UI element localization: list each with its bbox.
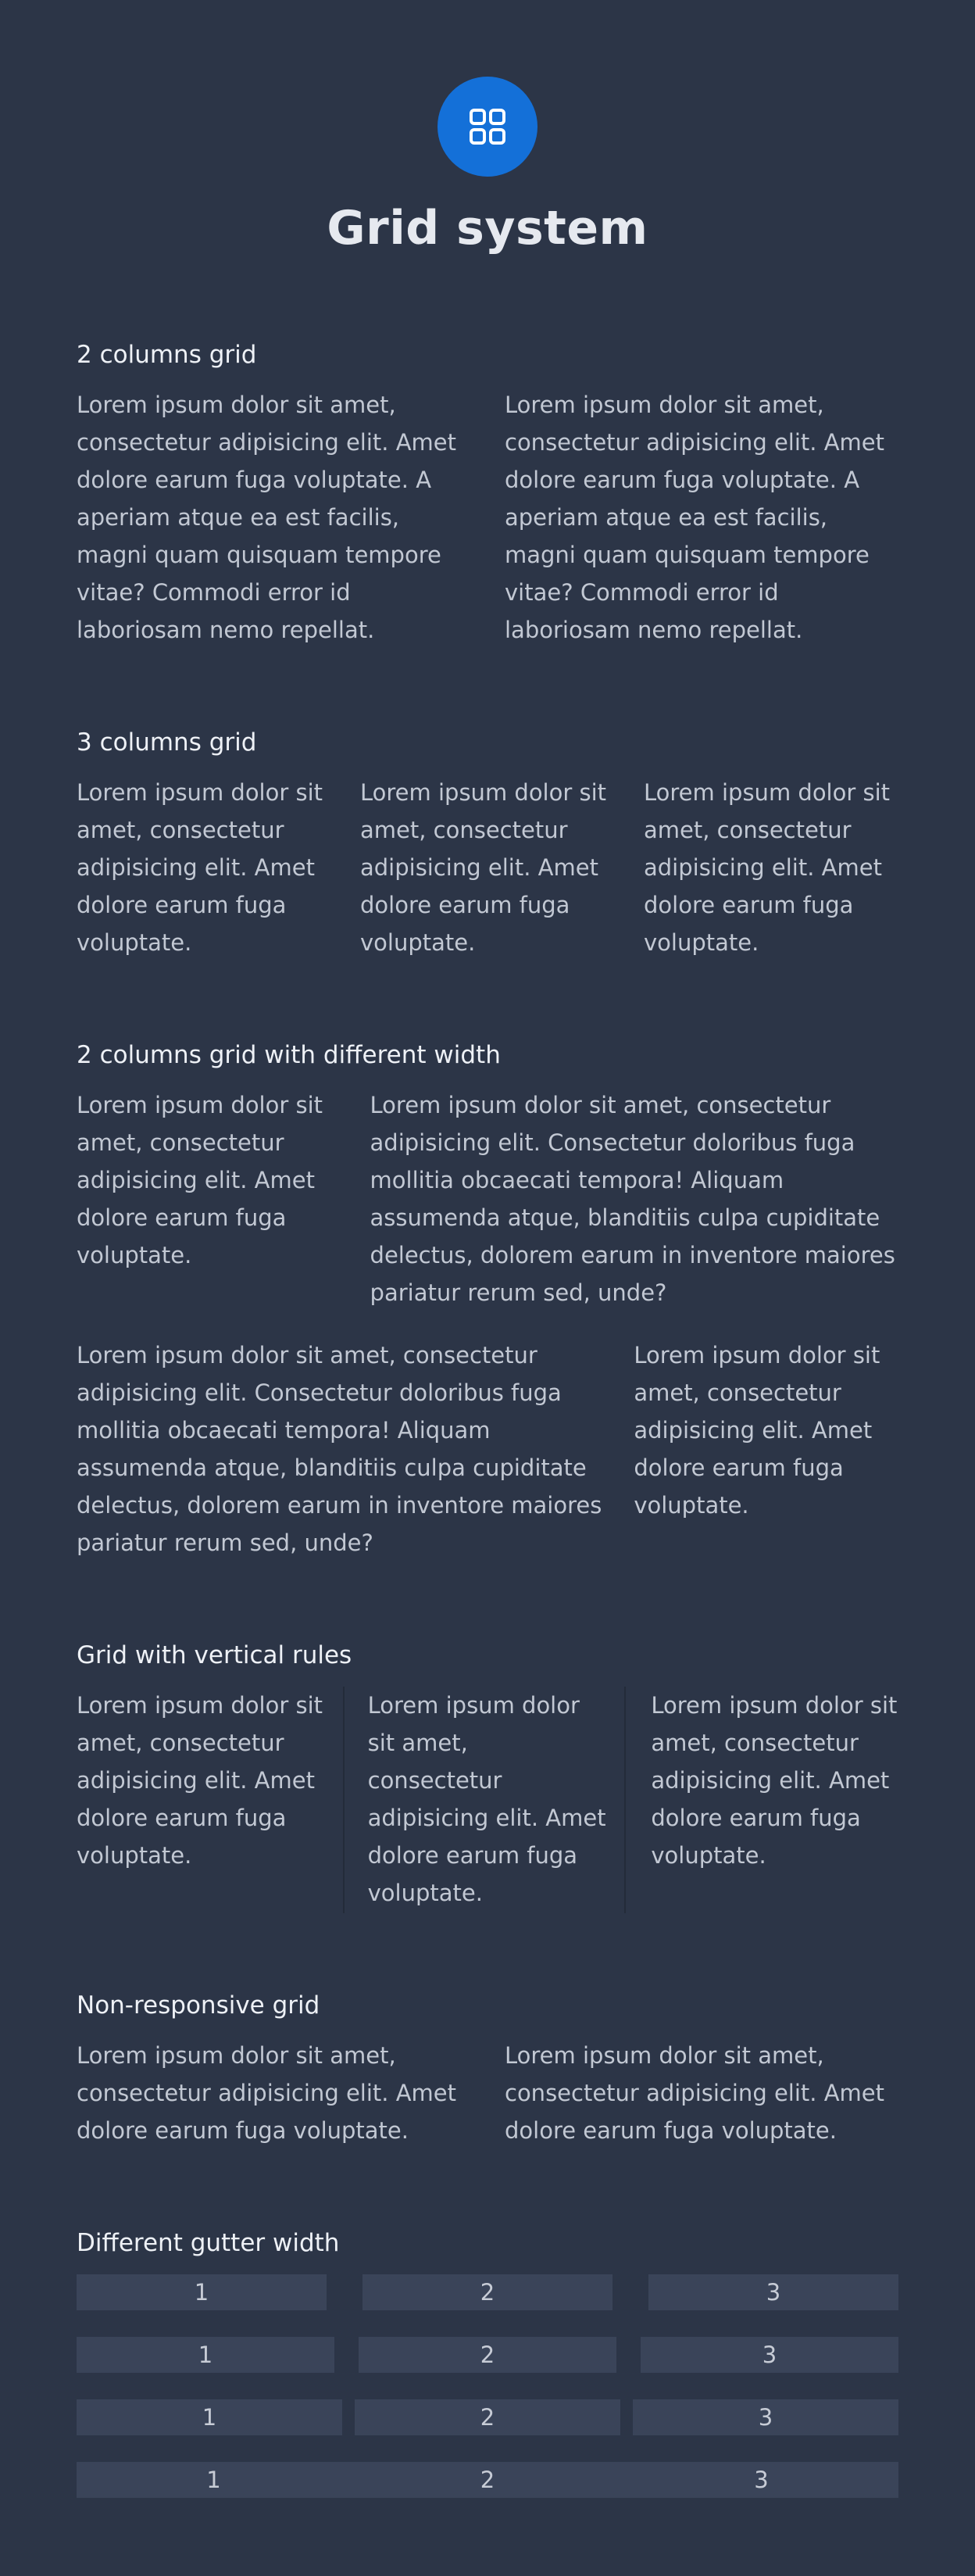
gutter-row	[77, 2399, 898, 2435]
logo	[438, 77, 538, 177]
section-gutter-width	[77, 2227, 898, 2259]
grid-cell: 3	[633, 2399, 898, 2435]
grid-row	[77, 1336, 898, 1562]
section-title: 2 columns grid	[77, 341, 257, 369]
grid-column: Lorem ipsum dolor sit amet, consectetur adipisicing elit. Amet dolore earum fuga voluptate.	[634, 1342, 880, 1519]
grid-cell: 2	[359, 2337, 616, 2373]
grid-column: Lorem ipsum dolor sit amet, consectetur adipisicing elit. Amet dolore earum fuga voluptate.	[77, 1092, 323, 1268]
grid-column: Lorem ipsum dolor sit amet, consectetur adipisicing elit. Amet dolore earum fuga voluptate. A aperiam atque ea est facilis, magni quam quisquam tempore vitae? Commodi error id laboriosam nemo repellat.	[77, 392, 457, 643]
grid-row	[77, 386, 898, 649]
grid-cell: 3	[624, 2462, 898, 2498]
grid-cell: 1	[77, 2462, 351, 2498]
grid-cell: 2	[355, 2399, 620, 2435]
vertical-rule	[343, 1687, 345, 1913]
grid-column: Lorem ipsum dolor sit amet, consectetur adipisicing elit. Amet dolore earum fuga voluptate.	[77, 779, 323, 956]
grid-cell: 1	[77, 2399, 342, 2435]
section-different-width	[77, 1039, 898, 1071]
section-two-columns	[77, 339, 898, 370]
grid-column: Lorem ipsum dolor sit amet, consectetur adipisicing elit. Amet dolore earum fuga voluptate.	[505, 2042, 885, 2144]
grid-row	[77, 1687, 898, 1913]
grid-row	[77, 774, 898, 961]
grid-cell: 3	[648, 2274, 898, 2310]
section-title: Grid with vertical rules	[77, 1641, 352, 1669]
section-three-columns	[77, 727, 898, 758]
grid-icon	[468, 107, 507, 146]
grid-column: Lorem ipsum dolor sit amet, consectetur adipisicing elit. Amet dolore earum fuga voluptate.	[651, 1692, 898, 1869]
page-title: Grid system	[327, 201, 648, 256]
section-non-responsive	[77, 1990, 898, 2021]
grid-row	[77, 2037, 898, 2149]
section-title: 3 columns grid	[77, 728, 257, 757]
grid-cell: 1	[77, 2337, 334, 2373]
section-title: Different gutter width	[77, 2229, 340, 2257]
grid-column: Lorem ipsum dolor sit amet, consectetur adipisicing elit. Amet dolore earum fuga voluptate. A aperiam atque ea est facilis, magni quam quisquam tempore vitae? Commodi error id laboriosam nemo repellat.	[505, 392, 885, 643]
grid-cell: 2	[351, 2462, 624, 2498]
vertical-rule	[624, 1687, 626, 1913]
grid-column: Lorem ipsum dolor sit amet, consectetur adipisicing elit. Consectetur doloribus fuga mollitia obcaecati tempora! Aliquam assumenda atque, blanditiis culpa cupiditate delectus, dolorem earum in inventore maiores pariatur rerum sed, unde?	[77, 1342, 602, 1556]
gutter-row	[77, 2337, 898, 2373]
grid-cell: 3	[641, 2337, 898, 2373]
grid-column: Lorem ipsum dolor sit amet, consectetur adipisicing elit. Amet dolore earum fuga voluptate.	[367, 1692, 606, 1906]
grid-cell: 2	[362, 2274, 612, 2310]
grid-column: Lorem ipsum dolor sit amet, consectetur adipisicing elit. Amet dolore earum fuga voluptate.	[77, 1692, 323, 1869]
page-header	[77, 77, 898, 256]
grid-column: Lorem ipsum dolor sit amet, consectetur adipisicing elit. Amet dolore earum fuga voluptate.	[360, 779, 607, 956]
grid-column: Lorem ipsum dolor sit amet, consectetur adipisicing elit. Amet dolore earum fuga voluptate.	[644, 779, 891, 956]
grid-column: Lorem ipsum dolor sit amet, consectetur adipisicing elit. Amet dolore earum fuga voluptate.	[77, 2042, 457, 2144]
section-title: Non-responsive grid	[77, 1991, 320, 2020]
gutter-row	[77, 2274, 898, 2310]
grid-cell: 1	[77, 2274, 327, 2310]
section-vertical-rules	[77, 1640, 898, 1671]
gutter-row	[77, 2462, 898, 2498]
grid-column: Lorem ipsum dolor sit amet, consectetur adipisicing elit. Consectetur doloribus fuga mollitia obcaecati tempora! Aliquam assumenda atque, blanditiis culpa cupiditate delectus, dolorem earum in inventore maiores pariatur rerum sed, unde?	[370, 1092, 895, 1306]
section-title: 2 columns grid with different width	[77, 1041, 501, 1069]
grid-row	[77, 1086, 898, 1311]
